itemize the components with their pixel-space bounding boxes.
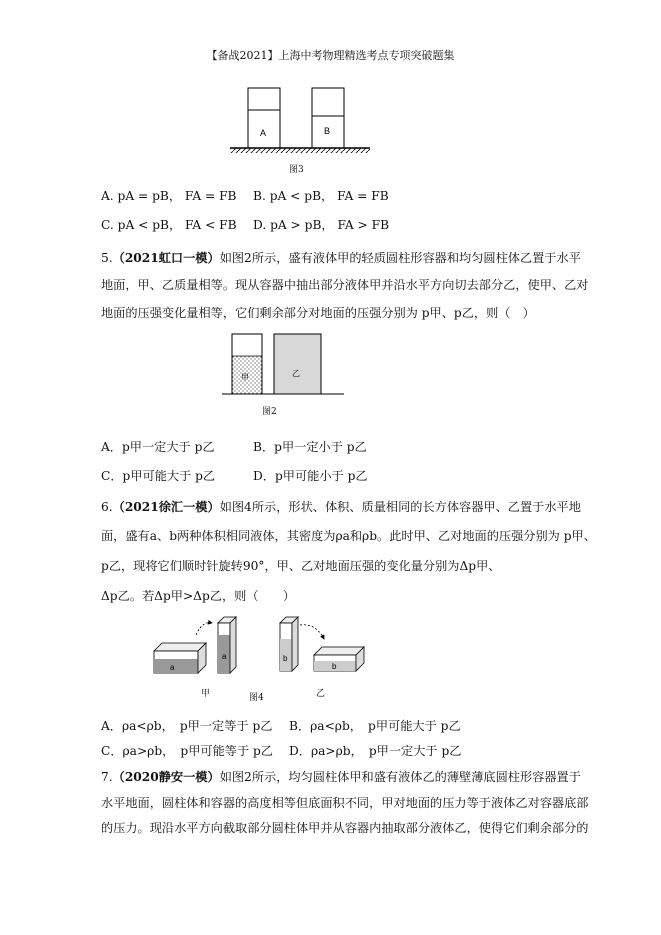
q7-line2: 水平地面，圆柱体和容器的高度相等但底面积不同，甲对地面的压力等于液体乙对容器底部 xyxy=(101,796,589,810)
fig3-label-a: A xyxy=(260,128,267,138)
rotate-arrow-left xyxy=(196,623,212,635)
q7-stem-line1 xyxy=(101,770,581,784)
q5-option-c: C．p甲可能大于 p乙 xyxy=(101,469,216,483)
q5-line2: 地面，甲、乙质量相等。现从容器中抽出部分液体甲并沿水平方向切去部分乙，使甲、乙对 xyxy=(101,278,589,292)
q5-stem-line1 xyxy=(101,251,581,265)
q5-fig-label-jia: 甲 xyxy=(241,373,249,382)
q6-stem-line1 xyxy=(101,500,581,514)
rotate-arrow-right xyxy=(300,625,324,639)
figure-2-q5 xyxy=(218,330,348,400)
q6-option-b: B．ρa<ρb， p甲可能大于 p乙 xyxy=(289,719,461,733)
q5-line3: 地面的压强变化量相等，它们剩余部分对地面的压强分别为 p甲、p乙，则（ ） xyxy=(101,306,535,320)
container-b xyxy=(312,88,344,148)
q5-number: 5. xyxy=(101,251,113,265)
q6-option-a: A．ρa<ρb， p甲一定等于 p乙 xyxy=(101,719,273,733)
q4-option-b: B. pA < pB， FA = FB xyxy=(253,189,389,203)
q5-fig-caption: 图2 xyxy=(262,407,277,417)
q6-fig-label-a-right: a xyxy=(222,652,227,661)
q6-source: （2021徐汇一模） xyxy=(112,500,220,514)
container-a xyxy=(248,88,280,148)
q6-option-c: C．ρa>ρb， p甲可能等于 p乙 xyxy=(101,744,273,758)
q6-fig-label-a-left: a xyxy=(170,663,175,672)
q4-option-c: C. pA < pB， FA < FB xyxy=(101,218,237,232)
fig3-label-b: B xyxy=(324,126,331,136)
q5-source: （2021虹口一模） xyxy=(112,251,220,265)
q6-fig-label-b-left: b xyxy=(283,654,288,663)
q6-fig-label-b-right: b xyxy=(332,662,337,671)
q7-line3: 的压力。现沿水平方向截取部分圆柱体甲并从容器内抽取部分液体乙，使得它们剩余部分的 xyxy=(101,821,589,835)
q7-line1: 如图2所示，均匀圆柱体甲和盛有液体乙的薄壁薄底圆柱形容器置于 xyxy=(219,770,581,784)
page-header: 【备战2021】上海中考物理精选考点专项突破题集 xyxy=(206,49,455,62)
q6-fig-label-yi: 乙 xyxy=(316,689,326,699)
fig3-caption: 图3 xyxy=(289,165,304,175)
cylinder-yi xyxy=(274,334,321,394)
q5-option-b: B．p甲一定小于 p乙 xyxy=(253,440,367,454)
container-jia-standing xyxy=(218,617,236,673)
q4-option-a: A. pA = pB， FA = FB xyxy=(101,189,237,203)
q6-fig-caption: 图4 xyxy=(249,693,264,703)
q6-fig-label-jia: 甲 xyxy=(201,689,211,699)
q7-source: （2020静安一模） xyxy=(112,770,220,784)
q6-line4: Δp乙。若Δp甲>Δp乙，则（ ） xyxy=(101,589,296,603)
q6-line2: 面，盛有a、b两种体积相同液体，其密度为ρa和ρb。此时甲、乙对地面的压强分别为 p甲、 xyxy=(101,529,596,543)
q6-line3: p乙，现将它们顺时针旋转90°，甲、乙对地面压强的变化量分别为Δp甲、 xyxy=(101,559,501,573)
q5-option-d: D．p甲可能小于 p乙 xyxy=(253,469,368,483)
q5-option-a: A．p甲一定大于 p乙 xyxy=(101,440,215,454)
q4-option-d: D. pA > pB， FA > FB xyxy=(253,218,390,232)
q5-fig-label-yi: 乙 xyxy=(292,369,300,378)
q5-line1: 如图2所示，盛有液体甲的轻质圆柱形容器和均匀圆柱体乙置于水平 xyxy=(219,251,581,265)
q6-line1: 如图4所示，形状、体积、质量相同的长方体容器甲、乙置于水平地 xyxy=(219,500,581,514)
q6-option-d: D．ρa>ρb， p甲一定大于 p乙 xyxy=(289,744,462,758)
container-yi-lying xyxy=(314,647,364,671)
figure-4-q6 xyxy=(148,613,378,698)
container-jia-lying xyxy=(154,643,206,673)
q7-number: 7. xyxy=(101,770,113,784)
q6-number: 6. xyxy=(101,500,113,514)
